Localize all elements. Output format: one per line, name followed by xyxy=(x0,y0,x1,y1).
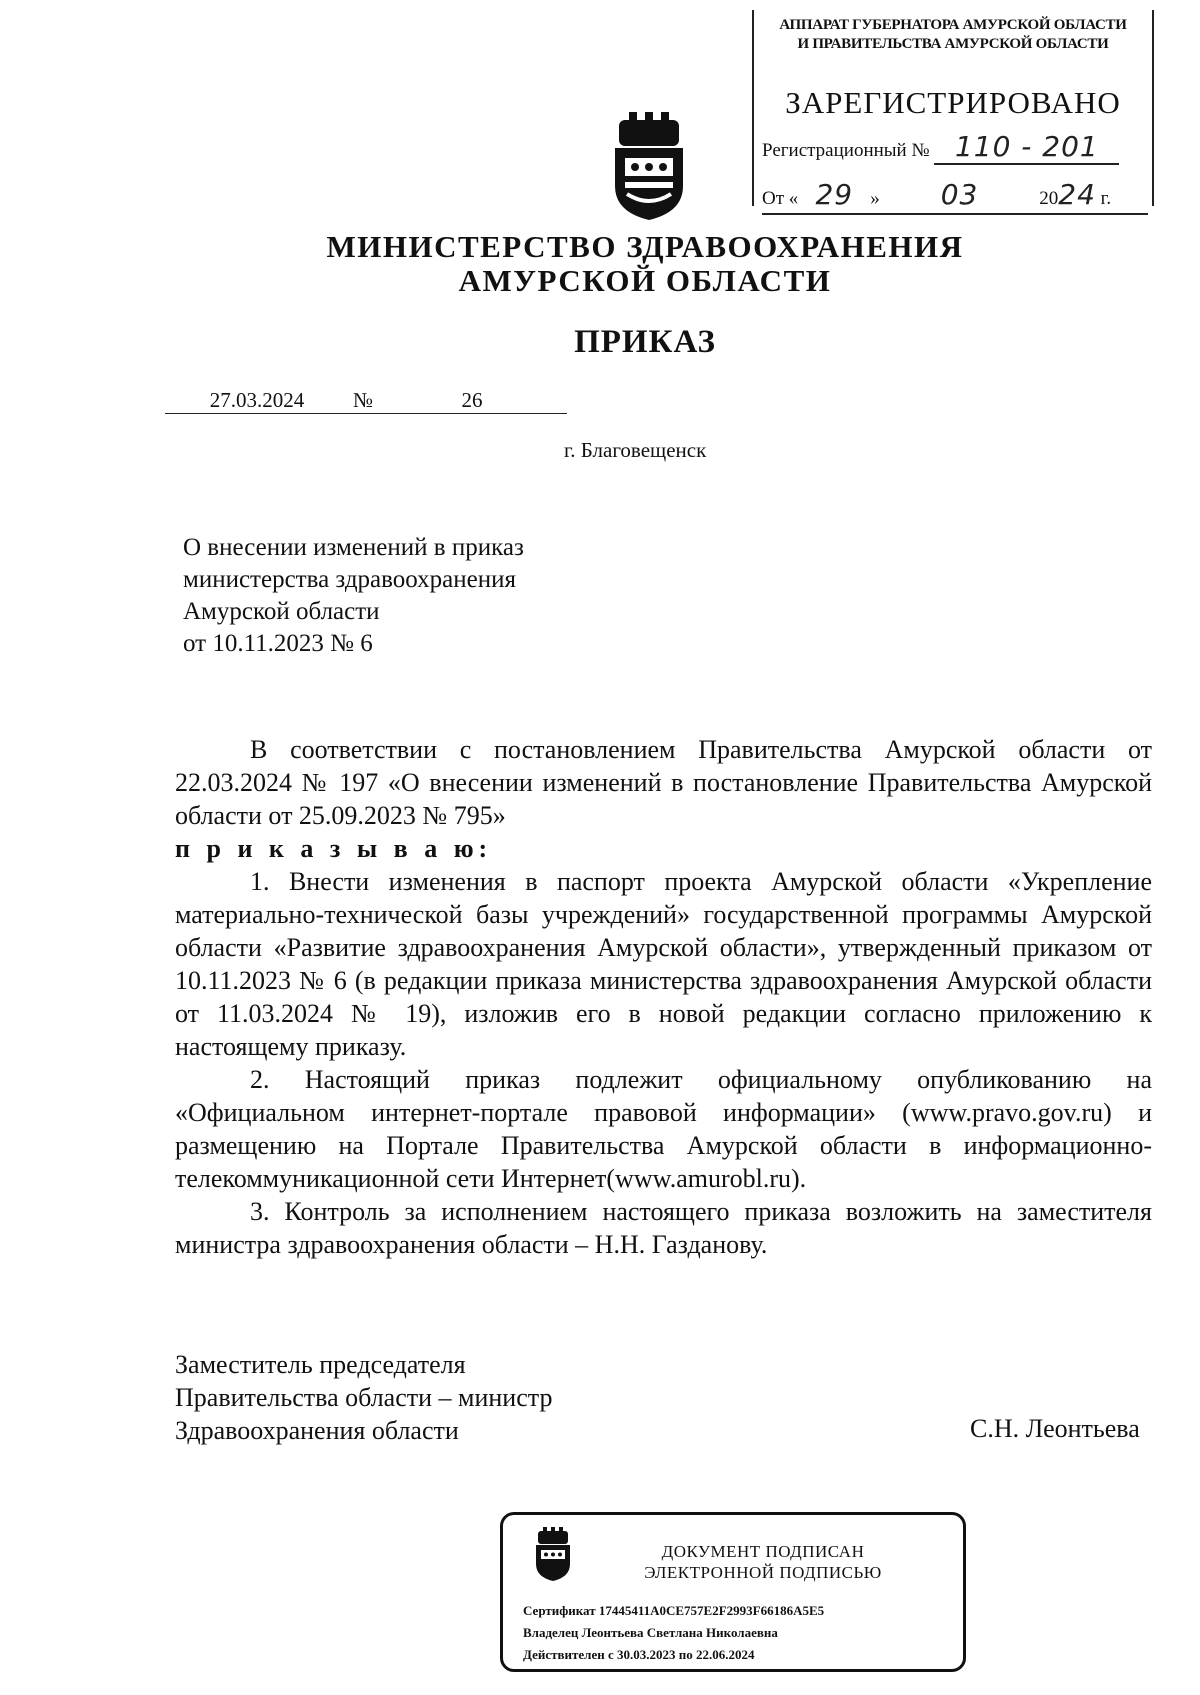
order-item-2: 2. Настоящий приказ подлежит официальному опубликованию на «Официальном интернет-портале правовой информации» (www.pravo.gov.ru) и размещению на Портале Правительства Амурской области в информационно-телекоммуникационной сети Интернет(www.amurobl.ru). xyxy=(175,1065,1152,1193)
position-line3: Здравоохранения области xyxy=(175,1416,459,1445)
stamp-from-label: От « xyxy=(762,188,799,209)
order-body xyxy=(175,733,1152,1261)
stamp-registered: ЗАРЕГИСТРИРОВАНО xyxy=(785,85,1121,120)
order-item-1: 1. Внести изменения в паспорт проекта Амурской области «Укрепление материально-технической базы учреждений» государственной программы Амурской области «Развитие здравоохранения Амурской области», утвержденный приказом от 10.11.2023 № 6 (в редакции приказа министерства здравоохранения Амурской области от 11.03.2024 № 19), изложив его в новой редакции согласно приложению к настоящему приказу. xyxy=(175,867,1152,1061)
date-number-line xyxy=(165,388,567,414)
stamp-quote: » xyxy=(870,188,880,209)
esign-title-line1: ДОКУМЕНТ ПОДПИСАН xyxy=(661,1542,865,1561)
order-date: 27.03.2024 xyxy=(165,388,349,414)
stamp-year-suffix: 24 xyxy=(1058,178,1096,211)
stamp-org-line1: АППАРАТ ГУБЕРНАТОРА АМУРСКОЙ ОБЛАСТИ xyxy=(779,17,1127,33)
order-subject xyxy=(183,532,524,660)
esign-certificate: Сертификат 17445411A0CE757E2F2993F66186A5E5 xyxy=(523,1603,825,1618)
stamp-year-unit: г. xyxy=(1100,188,1112,209)
stamp-organization xyxy=(754,16,1152,54)
electronic-signature-block xyxy=(500,1512,966,1672)
ministry-heading xyxy=(0,230,1200,298)
position-line2: Правительства области – министр xyxy=(175,1383,553,1412)
number-label: № xyxy=(349,388,377,414)
esign-coat-of-arms-icon xyxy=(533,1527,573,1581)
city: г. Благовещенск xyxy=(564,438,707,462)
subject-line4: от 10.11.2023 № 6 xyxy=(183,630,373,657)
subject-line2: министерства здравоохранения xyxy=(183,566,516,593)
preamble: В соответствии с постановлением Правительства Амурской области от 22.03.2024 № 197 «О внесении изменений в постановление Правительства Амурской области от 25.09.2023 № 795» xyxy=(175,735,1152,830)
ministry-line1: МИНИСТЕРСТВО ЗДРАВООХРАНЕНИЯ xyxy=(326,229,964,264)
stamp-reg-number: 110 - 201 xyxy=(934,130,1119,165)
esign-validity: Действителен с 30.03.2023 по 22.06.2024 xyxy=(523,1647,755,1662)
subject-line1: О внесении изменений в приказ xyxy=(183,534,524,561)
document-type: ПРИКАЗ xyxy=(574,324,716,360)
order-item-3: 3. Контроль за исполнением настоящего приказа возложить на заместителя министра здравоохранения области – Н.Н. Газданову. xyxy=(175,1197,1152,1259)
stamp-day: 29 xyxy=(815,178,854,211)
stamp-reg-number-row xyxy=(762,130,1119,165)
order-number: 26 xyxy=(377,388,567,414)
esign-title-line2: ЭЛЕКТРОННОЙ ПОДПИСЬЮ xyxy=(644,1563,882,1582)
signatory-position xyxy=(175,1348,552,1447)
ministry-line2: АМУРСКОЙ ОБЛАСТИ xyxy=(458,263,832,298)
order-word: п р и к а з ы в а ю: xyxy=(175,834,493,863)
esign-owner: Владелец Леонтьева Светлана Николаевна xyxy=(523,1625,778,1640)
coat-of-arms-icon xyxy=(609,112,689,220)
stamp-year-prefix: 20 xyxy=(1039,188,1059,209)
subject-line3: Амурской области xyxy=(183,598,380,625)
stamp-date-row xyxy=(762,178,1148,215)
position-line1: Заместитель председателя xyxy=(175,1350,466,1379)
stamp-month: 03 xyxy=(940,178,979,211)
signatory-name: С.Н. Леонтьева xyxy=(970,1414,1140,1443)
esign-title xyxy=(613,1541,913,1583)
stamp-reg-label: Регистрационный № xyxy=(762,140,930,161)
stamp-org-line2: И ПРАВИТЕЛЬСТВА АМУРСКОЙ ОБЛАСТИ xyxy=(797,36,1109,52)
registration-stamp xyxy=(752,10,1154,211)
